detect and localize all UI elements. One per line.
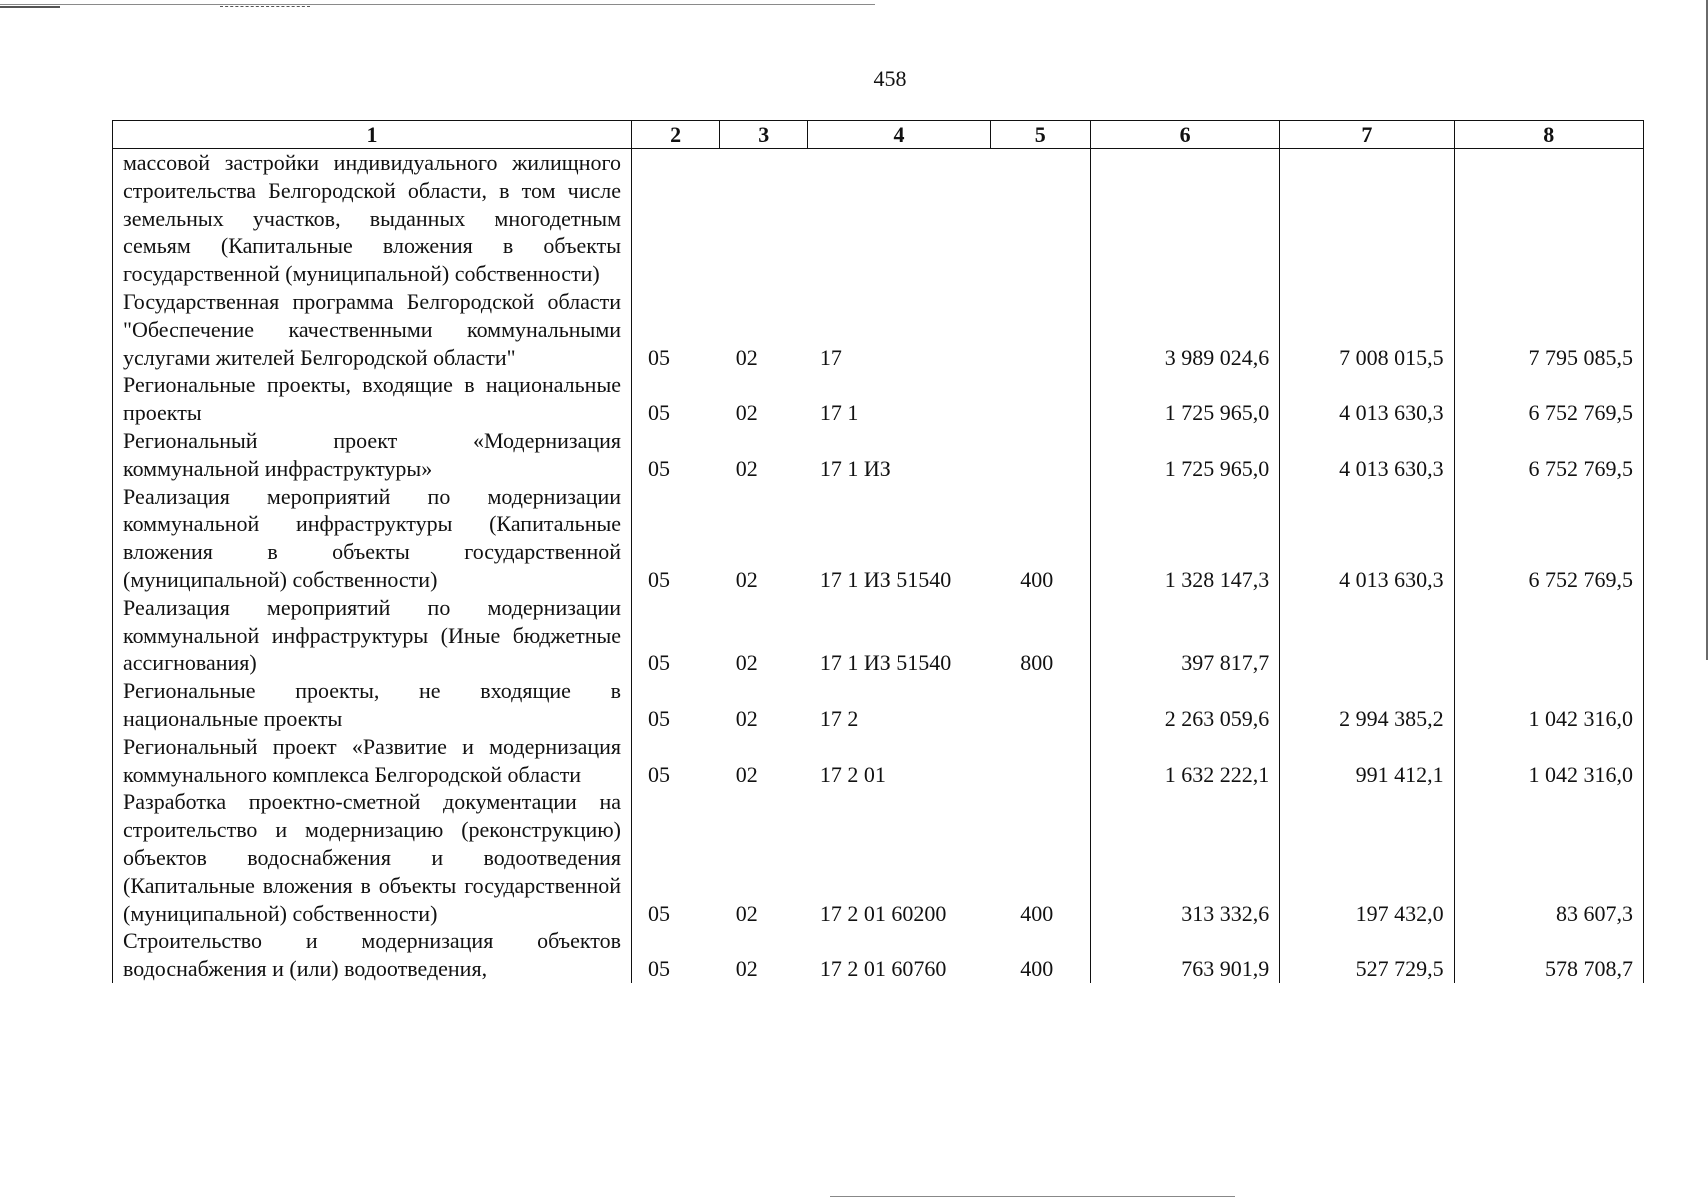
- table-row: [113, 149, 1644, 288]
- row-target-item-code: 17 2 01 60200: [819, 900, 947, 926]
- row-amount-year-1: 1 725 965,0: [1090, 427, 1279, 483]
- table-row: [113, 483, 1644, 594]
- row-expense-type-code: [990, 427, 1090, 483]
- row-description: массовой застройки индивидуального жилищного строительства Белгородской области, в том числе земельных участков, выданных многодетным семьям (Капитальные вложения в объекты государственной (муниципальной) собственности): [113, 149, 632, 288]
- column-header-8: 8: [1454, 121, 1643, 149]
- row-amount-year-1: 763 901,9: [1090, 927, 1279, 983]
- row-description: Разработка проектно-сметной документации на строительство и модернизацию (реконструкцию) объектов водоснабжения и водоотведения (Капитальные вложения в объекты государственной (муниципальной) собственности): [113, 788, 632, 927]
- row-section-code: 05: [632, 483, 720, 594]
- row-target-item-code: 17 2 01 60760: [819, 956, 947, 982]
- row-amount-year-1: 1 328 147,3: [1090, 483, 1279, 594]
- scan-artifact-top-dash-2: [220, 6, 310, 7]
- row-expense-type-code: 400: [990, 788, 1090, 927]
- table-header: [113, 121, 1644, 149]
- table-row: [113, 427, 1644, 483]
- row-expense-type-code: [990, 677, 1090, 733]
- row-amount-year-2: [1280, 149, 1454, 288]
- column-header-6: 6: [1090, 121, 1279, 149]
- row-description: Реализация мероприятий по модернизации коммунальной инфраструктуры (Капитальные вложения в объекты государственной (муниципальной) собственности): [113, 483, 632, 594]
- row-subsection-code: 02: [735, 400, 758, 426]
- row-description: Региональные проекты, входящие в национальные проекты: [113, 371, 632, 427]
- row-section-code: 05: [632, 733, 720, 789]
- row-amount-year-2: 991 412,1: [1280, 733, 1454, 789]
- row-target-item-code: 17 2: [819, 705, 859, 731]
- row-amount-year-3: [1454, 149, 1643, 288]
- row-subsection-code: [720, 149, 808, 288]
- row-description: Региональный проект «Развитие и модернизация коммунального комплекса Белгородской области: [113, 733, 632, 789]
- row-section-code: 05: [632, 427, 720, 483]
- row-amount-year-2: 2 994 385,2: [1280, 677, 1454, 733]
- table-row: [113, 371, 1644, 427]
- row-amount-year-2: 4 013 630,3: [1280, 371, 1454, 427]
- row-amount-year-1: 397 817,7: [1090, 594, 1279, 677]
- row-expense-type-code: [990, 371, 1090, 427]
- column-header-3: 3: [720, 121, 808, 149]
- row-section-code: 05: [632, 677, 720, 733]
- row-amount-year-2: [1280, 594, 1454, 677]
- row-expense-type-code: [990, 733, 1090, 789]
- row-target-item-code: 17: [819, 344, 842, 370]
- budget-table: [112, 120, 1644, 983]
- row-expense-type-code: 400: [990, 927, 1090, 983]
- row-target-item-code: [808, 149, 990, 288]
- row-section-code: [632, 149, 720, 288]
- row-expense-type-code: 800: [990, 594, 1090, 677]
- row-amount-year-2: 527 729,5: [1280, 927, 1454, 983]
- row-target-item-code: 17 1 ИЗ 51540: [819, 566, 952, 592]
- row-subsection-code: 02: [735, 900, 758, 926]
- page-number: 458: [873, 66, 907, 91]
- row-amount-year-3: 578 708,7: [1454, 927, 1643, 983]
- row-amount-year-2: 4 013 630,3: [1280, 427, 1454, 483]
- row-section-code: 05: [632, 288, 720, 371]
- row-description: Региональный проект «Модернизация коммунальной инфраструктуры»: [113, 427, 632, 483]
- row-amount-year-2: 7 008 015,5: [1280, 288, 1454, 371]
- table-row: [113, 677, 1644, 733]
- row-target-item-code: 17 2 01: [819, 761, 886, 787]
- table-row: [113, 594, 1644, 677]
- column-header-4: 4: [808, 121, 990, 149]
- row-subsection-code: 02: [735, 344, 758, 370]
- row-amount-year-1: 1 725 965,0: [1090, 371, 1279, 427]
- row-description: Реализация мероприятий по модернизации коммунальной инфраструктуры (Иные бюджетные ассигнования): [113, 594, 632, 677]
- row-target-item-code: 17 1 ИЗ 51540: [819, 650, 952, 676]
- row-description: Региональные проекты, не входящие в национальные проекты: [113, 677, 632, 733]
- scan-artifact-top-dash: [0, 6, 60, 8]
- row-section-code: 05: [632, 371, 720, 427]
- row-amount-year-1: 2 263 059,6: [1090, 677, 1279, 733]
- row-amount-year-3: 1 042 316,0: [1454, 733, 1643, 789]
- column-header-1: 1: [113, 121, 632, 149]
- row-amount-year-3: 1 042 316,0: [1454, 677, 1643, 733]
- row-target-item-code: 17 1: [819, 400, 859, 426]
- table-body: [113, 149, 1644, 983]
- row-amount-year-3: 6 752 769,5: [1454, 483, 1643, 594]
- column-header-5: 5: [990, 121, 1090, 149]
- row-amount-year-3: [1454, 594, 1643, 677]
- row-amount-year-3: 6 752 769,5: [1454, 371, 1643, 427]
- row-subsection-code: 02: [735, 956, 758, 982]
- scan-artifact-bottom-line: [830, 1196, 1235, 1197]
- row-amount-year-2: 197 432,0: [1280, 788, 1454, 927]
- row-subsection-code: 02: [735, 566, 758, 592]
- header-row: [113, 121, 1644, 149]
- row-subsection-code: 02: [735, 455, 758, 481]
- row-amount-year-3: 83 607,3: [1454, 788, 1643, 927]
- row-amount-year-1: 1 632 222,1: [1090, 733, 1279, 789]
- row-amount-year-1: [1090, 149, 1279, 288]
- row-description: Государственная программа Белгородской области "Обеспечение качественными коммунальными услугами жителей Белгородской области": [113, 288, 632, 371]
- table-row: [113, 927, 1644, 983]
- row-subsection-code: 02: [735, 761, 758, 787]
- row-expense-type-code: 400: [990, 483, 1090, 594]
- scan-artifact-top-line: [0, 4, 875, 5]
- row-description: Строительство и модернизация объектов водоснабжения и (или) водоотведения,: [113, 927, 632, 983]
- row-subsection-code: 02: [735, 650, 758, 676]
- row-amount-year-2: 4 013 630,3: [1280, 483, 1454, 594]
- row-expense-type-code: [990, 149, 1090, 288]
- table-row: [113, 733, 1644, 789]
- row-expense-type-code: [990, 288, 1090, 371]
- row-target-item-code: 17 1 ИЗ: [819, 455, 891, 481]
- row-amount-year-3: 7 795 085,5: [1454, 288, 1643, 371]
- row-section-code: 05: [632, 788, 720, 927]
- row-amount-year-1: 3 989 024,6: [1090, 288, 1279, 371]
- column-header-7: 7: [1280, 121, 1454, 149]
- row-subsection-code: 02: [735, 705, 758, 731]
- column-header-2: 2: [632, 121, 720, 149]
- table-row: [113, 288, 1644, 371]
- row-section-code: 05: [632, 927, 720, 983]
- row-amount-year-3: 6 752 769,5: [1454, 427, 1643, 483]
- row-section-code: 05: [632, 594, 720, 677]
- table-row: [113, 788, 1644, 927]
- row-amount-year-1: 313 332,6: [1090, 788, 1279, 927]
